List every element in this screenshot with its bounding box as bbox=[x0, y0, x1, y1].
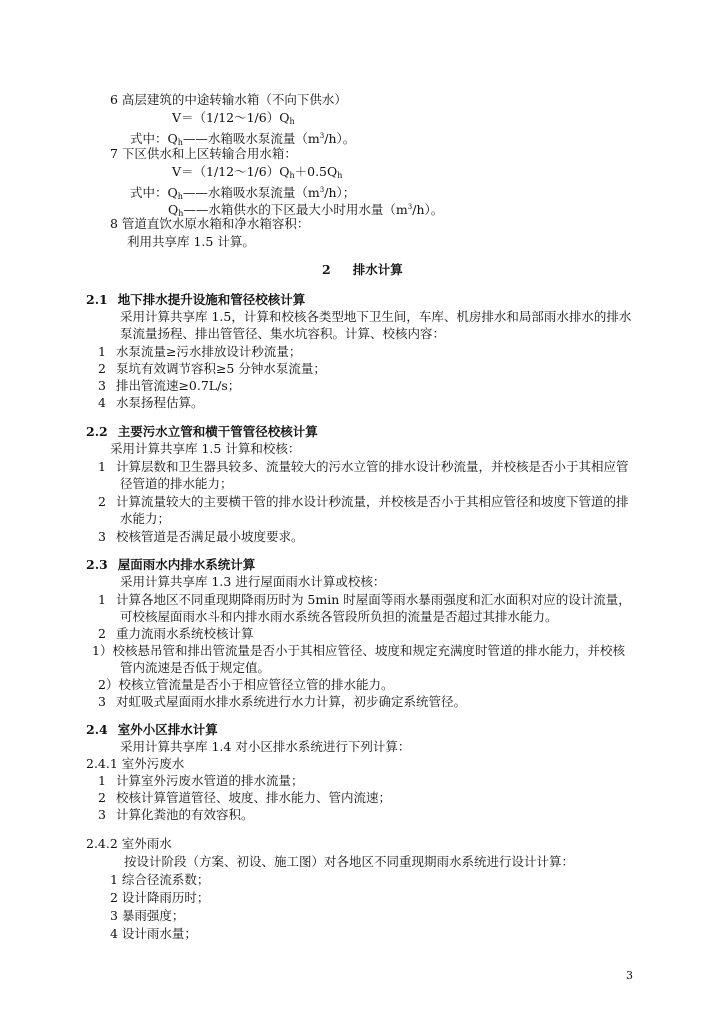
section-2-3-heading: 2.3 屋面雨水内排水系统计算 bbox=[86, 557, 256, 572]
section-2-2-item-2-cont: 水能力； bbox=[120, 511, 171, 526]
section-2-2-item-1: 1 计算层数和卫生器具较多、流量较大的污水立管的排水设计秒流量，并校核是否小于其相应管 bbox=[98, 459, 629, 474]
section-2-3-intro: 采用计算共享库 1.3 进行屋面雨水计算或校核： bbox=[120, 574, 386, 589]
item-7-where-1: 式中：$Q_h——$水箱吸水泵流量$(m^3/h)$； bbox=[130, 185, 356, 201]
section-2-4-1-item: 2 校核计算管道管径、坡度、排水能力、管内流速； bbox=[98, 790, 391, 805]
section-2-4-2-item: 2 设计降雨历时； bbox=[110, 890, 210, 905]
section-2-4-intro: 采用计算共享库 1.4 对小区排水系统进行下列计算： bbox=[120, 739, 411, 754]
section-2-4-2-intro: 按设计阶段（方案、初设、施工图）对各地区不同重现期雨水系统进行设计计算： bbox=[124, 854, 575, 869]
item-7-heading: 7 下区供水和上区转输合用水箱： bbox=[110, 146, 297, 161]
section-2-2-item-2: 2 计算流量较大的主要横干管的排水设计秒流量，并校核是否小于其相应管径和坡度下管道的排 bbox=[98, 494, 629, 509]
item-6-formula: $V=(1/12\sim 1/6)Q_h$ bbox=[172, 110, 295, 126]
section-2-3-item-1: 1 计算各地区不同重现期降雨历时为 5min 时屋面等雨水暴雨强度和汇水面积对应的设计流量， bbox=[98, 592, 631, 607]
section-2-3-sub-1: 1）校核悬吊管和排出管流量是否小于其相应管径、坡度和规定充满度时管道的排水能力，并校核 bbox=[92, 643, 625, 658]
item-7-formula: $V=(1/12\sim 1/6)Q_h+0.5Q_h$ bbox=[172, 164, 343, 180]
section-2-4-2-item: 3 暴雨强度； bbox=[110, 908, 185, 923]
section-2-2-item-3: 3 校核管道是否满足最小坡度要求。 bbox=[98, 529, 304, 544]
section-2-3-item-3: 3 对虹吸式屋面雨水排水系统进行水力计算，初步确定系统管径。 bbox=[98, 694, 466, 709]
section-2-2-heading: 2.2 主要污水立管和横干管管径校核计算 bbox=[86, 424, 318, 439]
section-2-3-item-1-cont: 可校核屋面雨水斗和内排水雨水系统各管段所负担的流量是否超过其排水能力。 bbox=[120, 609, 558, 624]
section-2-4-2-heading: 2.4.2 室外雨水 bbox=[86, 836, 172, 851]
section-2-4-heading: 2.4 室外小区排水计算 bbox=[86, 722, 218, 737]
section-2-3-sub-1-cont: 管内流速是否低于规定值。 bbox=[120, 660, 271, 675]
section-2-4-2-item: 4 设计雨水量； bbox=[110, 926, 197, 941]
section-2-1-intro-1: 采用计算共享库 1.5，计算和校核各类型地下卫生间，车库、机房排水和局部雨水排水的排水 bbox=[120, 309, 632, 324]
section-2-4-2-item: 1 综合径流系数； bbox=[110, 872, 210, 887]
item-8-heading: 8 管道直饮水原水箱和净水箱容积： bbox=[110, 216, 310, 231]
section-2-4-1-item: 1 计算室外污废水管道的排水流量； bbox=[98, 773, 304, 788]
section-2-3-item-2: 2 重力流雨水系统校核计算 bbox=[98, 626, 254, 641]
section-2-2-intro: 采用计算共享库 1.5 计算和校核： bbox=[110, 441, 301, 456]
item-6-where: 式中：$Q_h——$水箱吸水泵流量$(m^3/h)$。 bbox=[130, 131, 356, 147]
section-2-4-1-heading: 2.4.1 室外污废水 bbox=[86, 756, 185, 771]
page-number: 3 bbox=[626, 969, 633, 982]
item-6-heading: 6 高层建筑的中途转输水箱（不向下供水） bbox=[110, 92, 347, 107]
item-7-where-2: $Q_h——$水箱供水的下区最大小时用水量$(m^3/h)$。 bbox=[168, 202, 444, 218]
item-8-text: 利用共享库 1.5 计算。 bbox=[127, 234, 255, 249]
section-2-1-intro-2: 泵流量扬程、排出管管径、集水坑容积。计算、校核内容： bbox=[120, 326, 446, 341]
section-2-4-1-item: 3 计算化粪池的有效容积。 bbox=[98, 807, 254, 822]
section-2-2-item-1-cont: 径管道的排水能力； bbox=[120, 476, 233, 491]
section-2-1-item: 3 排出管流速≥0.7L/s； bbox=[98, 378, 241, 393]
section-2-1-item: 1 水泵流量≥污水排放设计秒流量； bbox=[98, 344, 302, 359]
chapter-heading: 2 排水计算 bbox=[322, 262, 403, 277]
section-2-1-heading: 2.1 地下排水提升设施和管径校核计算 bbox=[86, 292, 306, 307]
section-2-1-item: 4 水泵扬程估算。 bbox=[98, 395, 204, 410]
section-2-3-sub-2: 2）校核立管流量是否小于相应管径立管的排水能力。 bbox=[98, 677, 394, 692]
section-2-1-item: 2 泵坑有效调节容积≥5 分钟水泵流量； bbox=[98, 361, 326, 376]
